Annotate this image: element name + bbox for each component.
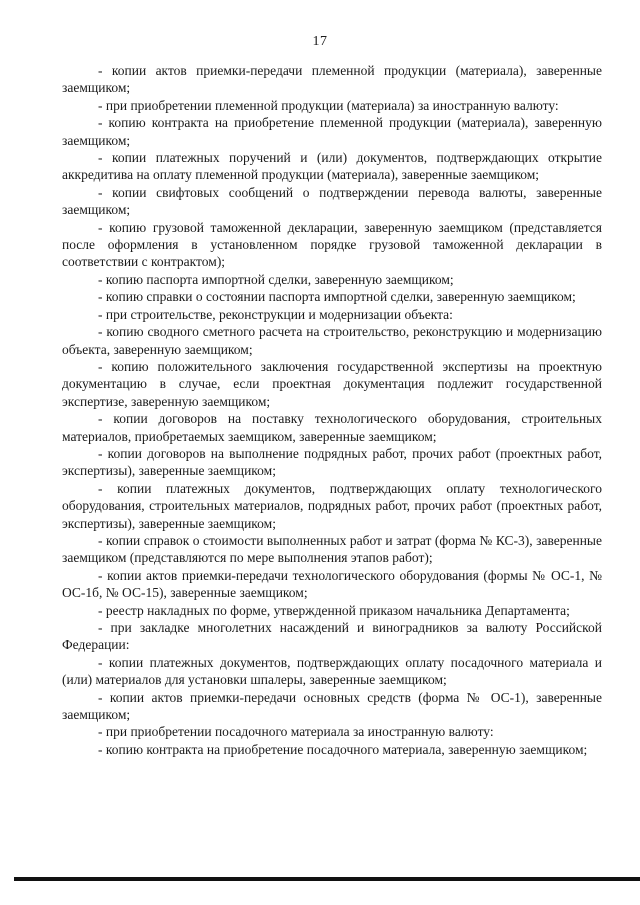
- list-item: - копии договоров на выполнение подрядных работ, прочих работ (проектных работ, экспертизы), заверенные заемщиком;: [62, 445, 602, 479]
- section-heading-item: - при приобретении посадочного материала за иностранную валюту:: [98, 724, 494, 740]
- list-item: - копию грузовой таможенной декларации, заверенную заемщиком (представляется после оформления в установленном порядке грузовой таможенной декларации в соответствии с контрактом);: [62, 219, 602, 270]
- list-item: - копии актов приемки-передачи племенной продукции (материала), заверенные заемщиком;: [62, 63, 602, 96]
- list-item: - копии актов приемки-передачи основных средств (форма № ОС-1), заверенные заемщиком;: [62, 689, 602, 723]
- list-item: - копии справок о стоимости выполненных работ и затрат (форма № КС-3), заверенные заемщиком (представляются по мере выполнения этапов работ);: [62, 532, 602, 566]
- list-item: - копию сводного сметного расчета на строительство, реконструкцию и модернизацию объекта, заверенную заемщиком;: [62, 324, 602, 357]
- list-item: - копию положительного заключения государственной экспертизы на проектную документацию в случае, если проектная документация подлежит государственной экспертизе, заверенную заемщиком;: [62, 358, 602, 409]
- document-body: [62, 62, 602, 758]
- list-item: - копии актов приемки-передачи технологического оборудования (формы № ОС-1, № ОС-1б, № ОС-15), заверенные заемщиком;: [62, 567, 602, 601]
- list-item: - копию справки о состоянии паспорта импортной сделки, заверенную заемщиком;: [98, 289, 576, 305]
- list-item: - копии платежных документов, подтверждающих оплату посадочного материала и (или) материалов для установки шпалеры, заверенные заемщиком;: [62, 654, 602, 688]
- list-item: - копию контракта на приобретение племенной продукции (материала), заверенную заемщиком;: [62, 115, 602, 148]
- scan-edge-bar: [14, 877, 640, 881]
- list-item: - копии договоров на поставку технологического оборудования, строительных материалов, приобретаемых заемщиком, заверенные заемщиком;: [62, 411, 602, 444]
- section-heading-item: - при строительстве, реконструкции и модернизации объекта:: [98, 306, 453, 322]
- list-item: - при приобретении племенной продукции (материала) за иностранную валюту:: [98, 97, 559, 113]
- list-item: - копии платежных документов, подтверждающих оплату технологического оборудования, строительных материалов, подрядных работ, прочих работ (проектных работ, экспертизы), заверенные заемщиком;: [62, 480, 602, 531]
- list-item: - копии свифтовых сообщений о подтверждении перевода валюты, заверенные заемщиком;: [62, 184, 602, 218]
- section-heading-item: - при закладке многолетних насаждений и виноградников за валюту Российской Федерации:: [62, 620, 602, 653]
- list-item: - реестр накладных по форме, утвержденной приказом начальника Департамента;: [98, 602, 570, 618]
- list-item: - копию паспорта импортной сделки, заверенную заемщиком;: [98, 271, 454, 287]
- list-item: - копии платежных поручений и (или) документов, подтверждающих открытие аккредитива на оплату племенной продукции (материала), заверенные заемщиком;: [62, 150, 602, 183]
- list-item: - копию контракта на приобретение посадочного материала, заверенную заемщиком;: [98, 741, 588, 757]
- page-number: 17: [312, 34, 328, 49]
